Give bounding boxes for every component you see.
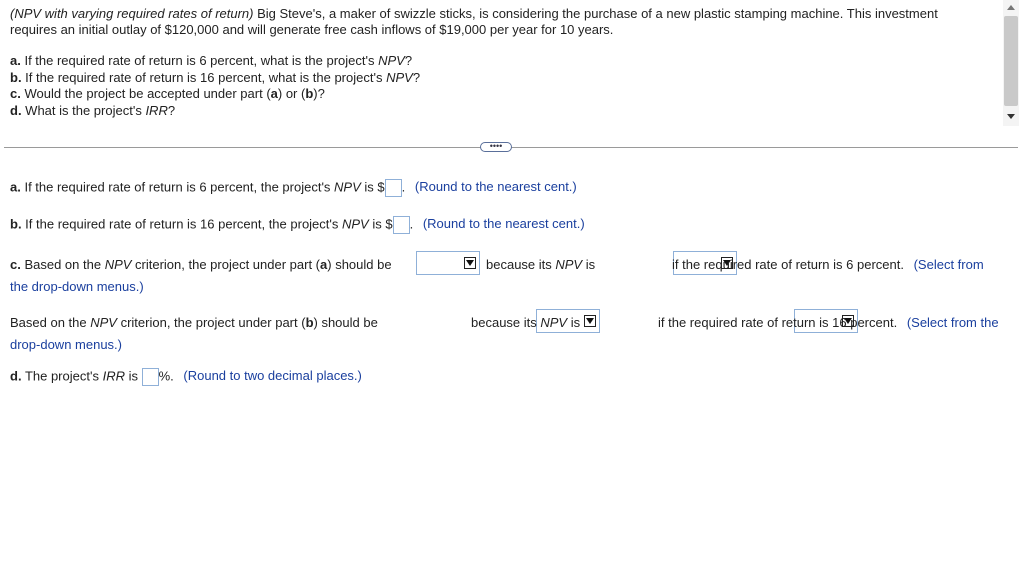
scroll-up-icon[interactable] <box>1007 5 1015 10</box>
irr-input[interactable] <box>142 368 159 386</box>
answer-d-row: d. The project's IRR is %. (Round to two decimal places.) <box>10 368 362 386</box>
problem-line-1 <box>10 6 938 21</box>
question-c: c. Would the project be accepted under part (a) or (b)? <box>10 86 325 101</box>
answer-c1-hint: (Select from <box>913 257 984 272</box>
dropdown-arrow-icon[interactable] <box>584 315 596 327</box>
divider-handle[interactable]: •••• <box>480 142 512 152</box>
problem-text-1: Big Steve's, a maker of swizzle sticks, is considering the purchase of a new plastic stamping machine. This investment <box>253 6 938 21</box>
answer-c2-tail: if the required rate of return is 16 percent. (Select from the <box>658 315 999 330</box>
answer-c1-tail: if the required rate of return is 6 percent. (Select from <box>672 257 984 272</box>
answer-c2-hint: (Select from the <box>906 315 999 330</box>
problem-line-2: requires an initial outlay of $120,000 and will generate free cash inflows of $19,000 per year for 10 years. <box>10 22 614 37</box>
answer-c1-hint-cont: the drop-down menus.) <box>10 279 144 294</box>
answer-c2-because: because its NPV is <box>471 315 581 330</box>
answer-a-hint: (Round to the nearest cent.) <box>414 179 577 195</box>
problem-scrollbar[interactable] <box>1003 0 1019 126</box>
answer-b-hint: (Round to the nearest cent.) <box>422 216 585 232</box>
answer-c1-text: c. Based on the NPV criterion, the project under part (a) should be <box>10 257 392 272</box>
answer-a-row: a. If the required rate of return is 6 percent, the project's NPV is $ . (Round to the nearest cent.) <box>10 179 577 197</box>
scroll-thumb[interactable] <box>1004 16 1018 106</box>
answer-c2-hint-cont: drop-down menus.) <box>10 337 122 352</box>
answer-c2-text: Based on the NPV criterion, the project under part (b) should be <box>10 315 378 330</box>
answer-d-hint: (Round to two decimal places.) <box>183 368 362 384</box>
problem-title: (NPV with varying required rates of return) <box>10 6 254 21</box>
answer-b-row: b. If the required rate of return is 16 percent, the project's NPV is $ . (Round to the nearest cent.) <box>10 216 585 234</box>
answer-c1-because: because its NPV is <box>486 257 596 272</box>
scroll-down-icon[interactable] <box>1007 114 1015 119</box>
question-a: a. If the required rate of return is 6 percent, what is the project's NPV? <box>10 53 413 68</box>
dropdown-arrow-icon[interactable] <box>464 257 476 269</box>
npv-a-input[interactable] <box>385 179 402 197</box>
npv-b-input[interactable] <box>393 216 410 234</box>
question-d: d. What is the project's IRR? <box>10 103 176 118</box>
decision-a-dropdown[interactable] <box>416 251 480 275</box>
question-b: b. If the required rate of return is 16 percent, what is the project's NPV? <box>10 70 421 85</box>
